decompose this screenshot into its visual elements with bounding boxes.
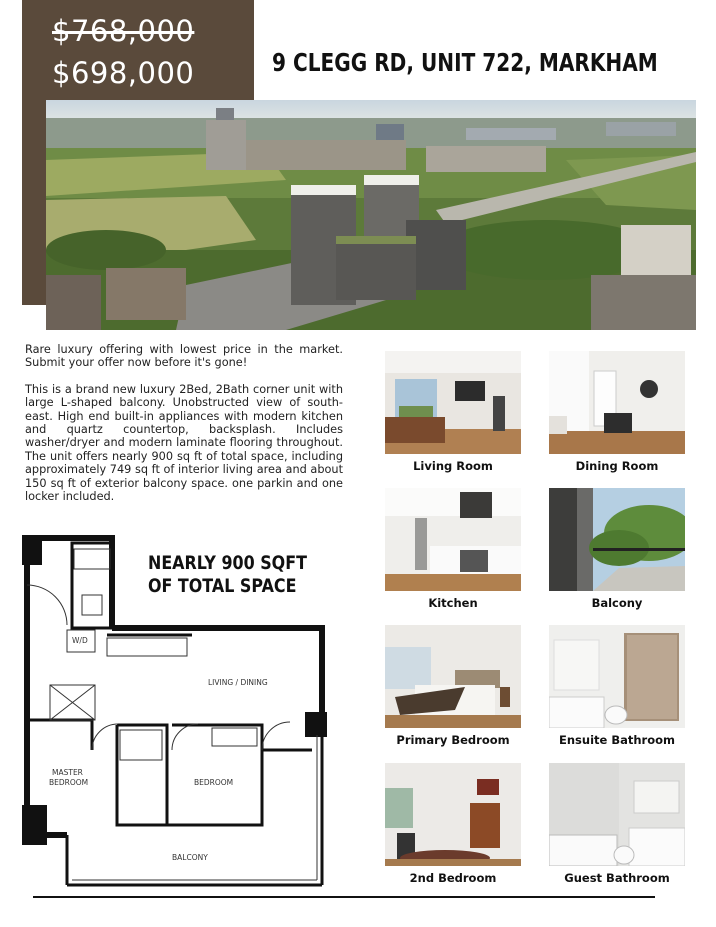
original-price: $768,000 xyxy=(52,14,195,48)
kitchen-photo xyxy=(385,488,521,591)
dining-room-photo xyxy=(549,351,685,454)
photo-caption: Guest Bathroom xyxy=(564,871,670,885)
bathroom-photo xyxy=(549,763,685,866)
balcony-label: BALCONY xyxy=(172,853,208,862)
bedroom-photo xyxy=(385,625,521,728)
photo-tile-dining-room xyxy=(549,351,685,473)
office-photo xyxy=(385,763,521,866)
accent-bar xyxy=(22,100,46,305)
master-bedroom-label-line1: MASTER xyxy=(52,768,83,777)
current-price: $698,000 xyxy=(52,56,195,90)
washer-dryer-label: W/D xyxy=(72,636,88,645)
footer-rule xyxy=(33,896,655,898)
bathroom-photo xyxy=(549,625,685,728)
listing-description xyxy=(25,343,343,516)
photo-caption: Kitchen xyxy=(428,596,478,610)
photo-caption: 2nd Bedroom xyxy=(409,871,497,885)
living-dining-label: LIVING / DINING xyxy=(208,678,268,687)
photo-caption: Living Room xyxy=(413,459,493,473)
photo-caption: Ensuite Bathroom xyxy=(559,733,675,747)
photo-caption: Primary Bedroom xyxy=(396,733,510,747)
floor-plan-title-line2: OF TOTAL SPACE xyxy=(148,576,297,597)
floor-plan-title-line1: NEARLY 900 SQFT xyxy=(148,553,307,574)
description-intro: Rare luxury offering with lowest price in the market. Submit your offer now before it's gone! xyxy=(25,343,343,370)
property-address: 9 CLEGG RD, UNIT 722, MARKHAM xyxy=(272,48,658,77)
living-room-photo xyxy=(385,351,521,454)
photo-tile-primary-bedroom xyxy=(385,625,521,747)
photo-tile-ensuite-bathroom xyxy=(549,625,685,747)
master-bedroom-label-line2: BEDROOM xyxy=(49,778,89,787)
photo-tile-kitchen xyxy=(385,488,521,610)
photo-caption: Dining Room xyxy=(575,459,659,473)
photo-tile-living-room xyxy=(385,351,521,473)
photo-tile-balcony xyxy=(549,488,685,610)
aerial-photo xyxy=(46,100,696,330)
photo-caption: Balcony xyxy=(591,596,643,610)
balcony-photo xyxy=(549,488,685,591)
bedroom-label: BEDROOM xyxy=(194,778,234,787)
photo-tile-guest-bathroom xyxy=(549,763,685,885)
photo-tile-second-bedroom xyxy=(385,763,521,885)
description-body: This is a brand new luxury 2Bed, 2Bath corner unit with large L-shaped balcony. Unobstructed view of south-east. High end built-in appliances with modern kitchen and quartz countertop, backsplash. Includes washer/dryer and modern laminate flooring throughout. The unit offers nearly 900 sq ft of total space, including approximately 749 sq ft of interior living area and about 150 sq ft of exterior balcony space. one parkin and one locker included. xyxy=(25,382,343,504)
floor-plan-title xyxy=(148,552,307,598)
